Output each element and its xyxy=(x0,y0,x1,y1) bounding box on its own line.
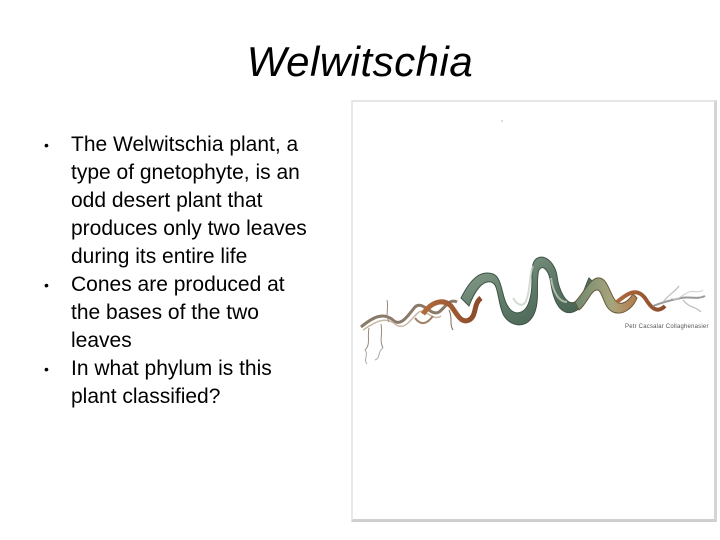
bullet-dot-icon: • xyxy=(44,361,49,377)
bullet-dot-icon: • xyxy=(44,277,49,293)
bullet-line: plant classified? xyxy=(71,385,221,408)
photo-credit: Petr Cacsalar Collaghenasier xyxy=(625,324,709,330)
bullet-line: type of gnetophyte, is an xyxy=(71,161,300,184)
bullet-line: The Welwitschia plant, a xyxy=(71,133,299,156)
bullet-line: leaves xyxy=(71,329,132,352)
plant-photo xyxy=(351,100,717,522)
slide-title: Welwitschia xyxy=(246,38,474,85)
bullet-item xyxy=(40,131,360,271)
bullet-line: produces only two leaves xyxy=(71,217,307,240)
bullet-item xyxy=(40,355,360,411)
bullet-line: In what phylum is this xyxy=(71,357,272,380)
bullet-line: the bases of the two xyxy=(71,301,259,324)
bullet-list xyxy=(40,131,360,411)
bullet-line: Cones are produced at xyxy=(71,273,285,296)
bullet-item xyxy=(40,271,360,355)
bullet-line: odd desert plant that xyxy=(71,189,263,212)
bullet-dot-icon: • xyxy=(44,137,49,153)
welwitschia-plant-icon xyxy=(353,102,715,520)
bullet-line: during its entire life xyxy=(71,245,248,268)
